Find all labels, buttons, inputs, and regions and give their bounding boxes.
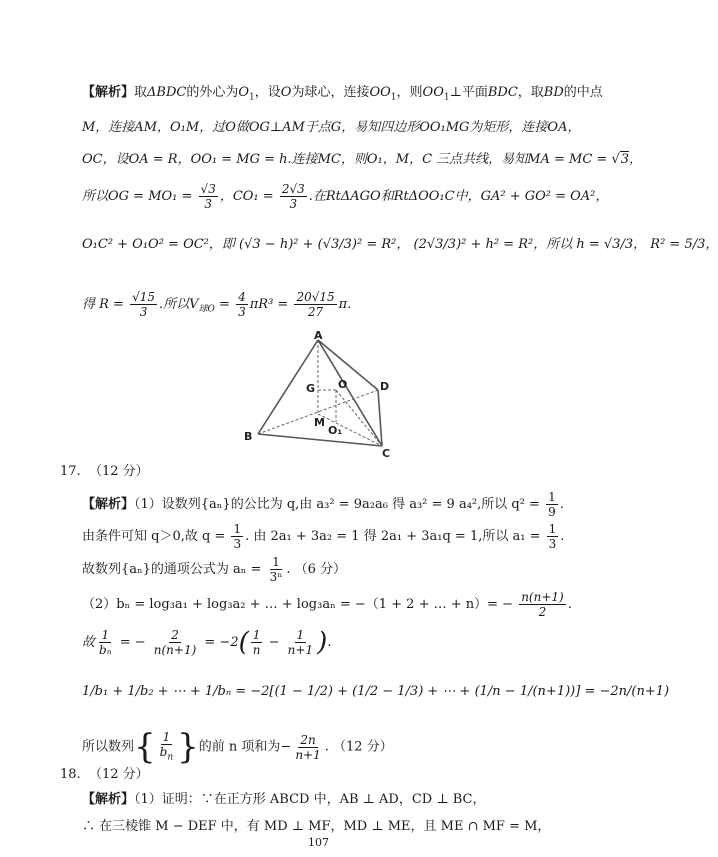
segment-OC bbox=[336, 390, 382, 446]
label-D: D bbox=[380, 380, 390, 393]
q17-line4: （2）bₙ = log₃a₁ + log₃a₂ + … + log₃aₙ = −（1 + 2 + … + n）= − $\frac{n(n+1)}{2}$ . bbox=[82, 590, 572, 619]
label-O1: O₁ bbox=[328, 424, 343, 437]
q17-line2: 由条件可知 q＞0,故 q = $\frac{1}{3}$ . 由 2a₁ + 3a₂ = 1 得 2a₁ + 3a₁q = 1,所以 a₁ = $\frac{1}{3}$ . bbox=[82, 522, 565, 551]
q17-line6: 1/b₁ + 1/b₂ + ⋯ + 1/bₙ = −2[(1 − 1/2) + (1/2 − 1/3) + ⋯ + (1/n − 1/(n+1))] = −2n/(n+1) bbox=[82, 684, 670, 699]
edge-AD bbox=[318, 340, 378, 390]
p16-line6: 得 R = $\frac{√15}{3}$ .所以$V_{球O}$ = $\frac{4}{3}$ πR³ = $\frac{20√15}{27}$ π. bbox=[82, 290, 352, 319]
edge-DC bbox=[378, 390, 382, 446]
label-G: G bbox=[306, 382, 316, 395]
p16-line2: M，连接AM，O₁M，过O做OG⊥AM于点G，易知四边形OO₁MG为矩形，连接OA， bbox=[82, 120, 581, 135]
label-O: O bbox=[338, 378, 348, 391]
q17-line1: 【解析】（1）设数列{aₙ}的公比为 q,由 a₃² = 9a₂a₆ 得 a₃² = 9 a₄²,所以 q² = $\frac{1}{9}$ . bbox=[82, 490, 564, 519]
q17-header: 17. （12 分） bbox=[60, 464, 149, 479]
q18-line2: ∴ 在三棱锥 M − DEF 中，有 MD ⊥ MF，MD ⊥ ME，且 ME ∩ MF = M， bbox=[82, 819, 551, 834]
p16-line1: 【解析】取ΔBDC的外心为$O_1$，设O为球心，连接$OO_1$，则$OO_1\perp$平面BDC，取BD的中点 bbox=[82, 85, 603, 103]
q17-line3: 故数列{aₙ}的通项公式为 aₙ = $\frac{1}{\text{3ⁿ}}$ . （6 分） bbox=[82, 555, 347, 584]
q18-line1: 【解析】（1）证明：∵在正方形 ABCD 中，AB ⊥ AD，CD ⊥ BC， bbox=[82, 792, 486, 807]
analysis-tag: 【解析】 bbox=[82, 85, 135, 100]
edge-BC bbox=[258, 434, 382, 446]
page-number: 107 bbox=[308, 836, 329, 849]
label-A: A bbox=[314, 329, 323, 342]
label-C: C bbox=[382, 447, 391, 460]
label-B: B bbox=[244, 430, 253, 443]
p16-line3: OC，设OA = R，OO₁ = MG = h.连接MC，则O₁，M，C 三点共线，易知MA = MC = √3， bbox=[82, 152, 643, 167]
q18-header: 18. （12 分） bbox=[60, 767, 149, 782]
p16-line4: 所以OG = MO₁ = $\frac{√3}{3}$ ，CO₁ = $\frac{2√3}{3}$ .在RtΔAGO和RtΔOO₁C中，GA² + GO² = OA²， bbox=[82, 182, 609, 211]
label-M: M bbox=[314, 416, 325, 429]
pyramid-figure bbox=[230, 330, 410, 460]
q17-line7: 所以数列{ $\frac{1}{b_n}$ }的前 n 项和为− $\frac{2n}{n+1}$ . （12 分） bbox=[82, 727, 393, 768]
p16-line5: O₁C² + O₁O² = OC²，即 (√3 − h)² + (√3/3)² = R²， (2√3/3)² + h² = R²，所以 h = √3/3， R² = 5/3， bbox=[82, 237, 718, 252]
q17-line5: 故 $\frac{1}{\text{bₙ}}$ = − $\frac{2}{n(n+1)}$ = −2( $\frac{1}{n}$ − $\frac{1}{n+1}$ ). bbox=[82, 627, 332, 658]
